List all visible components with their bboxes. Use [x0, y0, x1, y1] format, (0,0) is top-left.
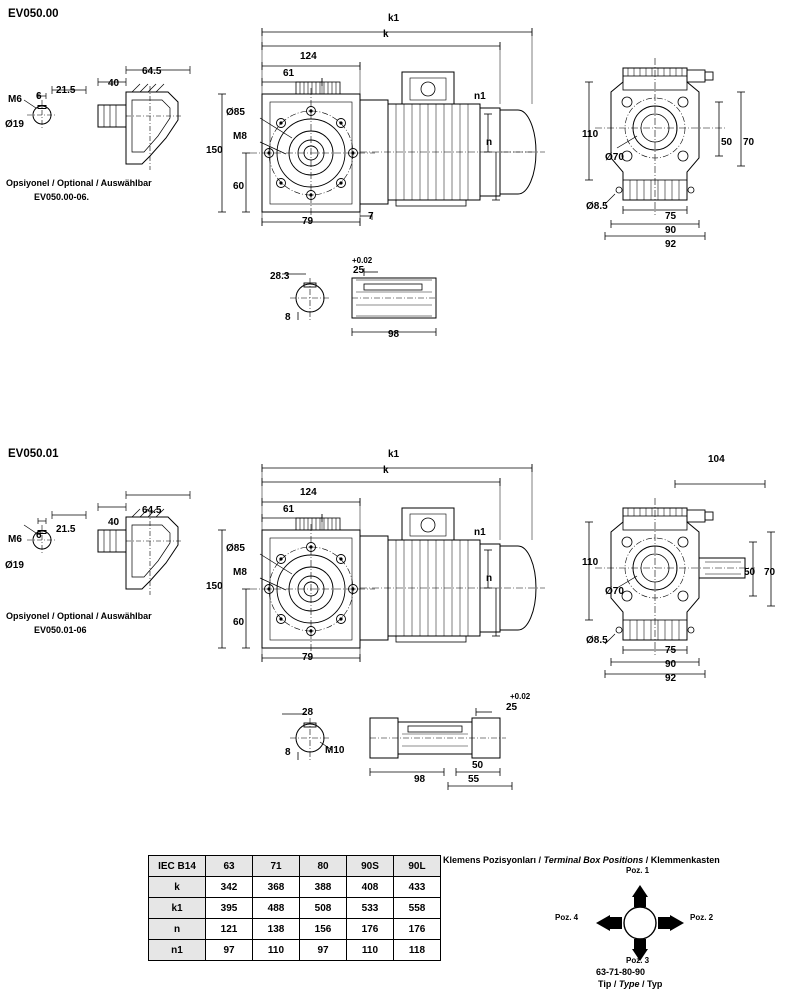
sep2: / [643, 855, 651, 865]
terminal-footer-label [598, 979, 662, 989]
terminal-pos4-label: Poz. 4 [555, 913, 579, 922]
terminal-heading-tr: Klemens Pozisyonları [443, 855, 537, 865]
optional-detail-ev050-01 [0, 485, 210, 625]
footer-type: Type [618, 979, 640, 989]
label-28-s2: 28 [302, 707, 314, 718]
label-110-s2: 110 [582, 557, 599, 568]
label-25-s1: 25 [353, 265, 365, 276]
label-61-s2: 61 [283, 504, 295, 515]
label-64-5-s2: 64.5 [142, 505, 162, 516]
th-1: 63 [206, 856, 253, 877]
label-d70-bore-s2: Ø70 [605, 586, 624, 597]
footer-typ: Typ [647, 979, 663, 989]
cell-n-63: 121 [206, 919, 253, 940]
label-60-s1: 60 [233, 181, 245, 192]
cell-k-90s: 408 [347, 877, 394, 898]
label-98-s2: 98 [414, 774, 426, 785]
label-110-s1: 110 [582, 129, 599, 140]
iec-b14-table [148, 855, 441, 961]
terminal-pos3-label: Poz. 3 [626, 956, 650, 965]
terminal-footer-types: 63-71-80-90 [596, 967, 646, 977]
th-5: 90L [394, 856, 441, 877]
label-n1-s2: n1 [474, 527, 486, 538]
label-60-s2: 60 [233, 617, 245, 628]
cell-k1-80: 508 [300, 898, 347, 919]
shaft-detail-ev050-00 [260, 250, 480, 350]
terminal-heading [443, 855, 720, 865]
optional-note-line1-s2: Opsiyonel / Optional / Auswählbar [6, 611, 152, 621]
footer-sep2: / [639, 979, 648, 989]
footer-sep1: / [611, 979, 619, 989]
label-tol-s1: +0.02 [352, 256, 373, 265]
optional-note-line2-s2: EV050.01-06 [34, 625, 87, 635]
label-92-s2: 92 [665, 673, 677, 684]
optional-note-text-s1: Opsiyonel / Optional / Auswählbar [6, 178, 152, 188]
label-k1-s1: k1 [388, 13, 400, 24]
th-4: 90S [347, 856, 394, 877]
label-50-s1: 50 [721, 137, 733, 148]
label-64-5-s1: 64.5 [142, 66, 162, 77]
label-40-s2: 40 [108, 517, 120, 528]
label-d85-s2: Ø85 [226, 543, 245, 554]
label-m6-s2: M6 [8, 534, 22, 545]
label-70-s2: 70 [764, 567, 776, 578]
label-21-5-s1: 21.5 [56, 85, 76, 96]
label-d19-s2: Ø19 [5, 560, 24, 571]
label-n-s1: n [486, 137, 493, 148]
cell-n-80: 156 [300, 919, 347, 940]
label-k-s1: k [383, 29, 389, 40]
label-k-s2: k [383, 465, 389, 476]
cell-n-90s: 176 [347, 919, 394, 940]
section-title-ev050-01: EV050.01 [8, 448, 59, 460]
terminal-heading-de: Klemmenkasten [650, 855, 720, 865]
label-50-s2: 50 [744, 567, 756, 578]
label-28-3-s1: 28.3 [270, 271, 290, 282]
th-2: 71 [253, 856, 300, 877]
footer-tip: Tip [598, 979, 612, 989]
cell-n1-80: 97 [300, 940, 347, 961]
row-label-k: k [149, 877, 206, 898]
label-50-shaft-s2: 50 [472, 760, 484, 771]
table-row [149, 898, 441, 919]
label-tol-s2: +0.02 [510, 692, 531, 701]
optional-note-line2-s1: EV050.00-06. [34, 192, 90, 202]
label-7-s1: 7 [368, 211, 374, 222]
label-d70-bore-s1: Ø70 [605, 152, 624, 163]
label-70-s1: 70 [743, 137, 755, 148]
row-label-k1: k1 [149, 898, 206, 919]
cell-k1-71: 488 [253, 898, 300, 919]
cell-n-90l: 176 [394, 919, 441, 940]
cell-k1-90s: 533 [347, 898, 394, 919]
optional-note-line1-s1 [6, 178, 152, 188]
main-assembly-ev050-01 [200, 450, 560, 680]
table-row [149, 940, 441, 961]
label-8-s1: 8 [285, 312, 291, 323]
th-3: 80 [300, 856, 347, 877]
cell-k-71: 368 [253, 877, 300, 898]
label-21-5-s2: 21.5 [56, 524, 76, 535]
label-d85-s1b: Ø8.5 [586, 201, 608, 212]
label-6-s2: 6 [36, 530, 42, 541]
label-40-s1: 40 [108, 78, 120, 89]
label-d85-s1: Ø85 [226, 107, 245, 118]
row-label-n1: n1 [149, 940, 206, 961]
cell-k1-63: 395 [206, 898, 253, 919]
label-79-s1: 79 [302, 216, 314, 227]
label-m8-s1: M8 [233, 131, 247, 142]
label-90-s2: 90 [665, 659, 677, 670]
label-75-s1: 75 [665, 211, 677, 222]
label-61-s1: 61 [283, 68, 295, 79]
label-6-s1: 6 [36, 91, 42, 102]
terminal-pos2-label: Poz. 2 [690, 913, 714, 922]
terminal-heading-en: Terminal Box Positions [543, 855, 644, 865]
label-k1-s2: k1 [388, 449, 400, 460]
label-90-s1: 90 [665, 225, 677, 236]
label-d19-s1: Ø19 [5, 119, 24, 130]
label-m10-s2: M10 [325, 745, 345, 756]
table-row [149, 919, 441, 940]
label-n1-s1: n1 [474, 91, 486, 102]
cell-n1-63: 97 [206, 940, 253, 961]
label-92-s1: 92 [665, 239, 677, 250]
label-m6-s1: M6 [8, 94, 22, 105]
cell-k1-90l: 558 [394, 898, 441, 919]
label-98-s1: 98 [388, 329, 400, 340]
label-25-s2: 25 [506, 702, 518, 713]
cell-k-80: 388 [300, 877, 347, 898]
table-row [149, 877, 441, 898]
row-label-n: n [149, 919, 206, 940]
cell-n-71: 138 [253, 919, 300, 940]
cell-k-90l: 433 [394, 877, 441, 898]
section-title-ev050-00: EV050.00 [8, 8, 59, 20]
iec-b14-table-wrap [148, 855, 441, 961]
label-124-s2: 124 [300, 487, 317, 498]
label-150-s1: 150 [206, 145, 223, 156]
cell-n1-90l: 118 [394, 940, 441, 961]
th-0: IEC B14 [149, 856, 206, 877]
label-55-shaft-s2: 55 [468, 774, 480, 785]
label-n-s2: n [486, 573, 493, 584]
main-assembly-ev050-00 [200, 14, 560, 244]
label-d85-s2b: Ø8.5 [586, 635, 608, 646]
label-124-s1: 124 [300, 51, 317, 62]
label-75-s2: 75 [665, 645, 677, 656]
label-104-s2: 104 [708, 454, 725, 465]
table-header-row [149, 856, 441, 877]
cell-n1-71: 110 [253, 940, 300, 961]
label-79-s2: 79 [302, 652, 314, 663]
label-150-s2: 150 [206, 581, 223, 592]
cell-n1-90s: 110 [347, 940, 394, 961]
label-8-s2: 8 [285, 747, 291, 758]
label-m8-s2: M8 [233, 567, 247, 578]
sep1: / [536, 855, 544, 865]
terminal-pos1-label: Poz. 1 [626, 866, 650, 875]
cell-k-63: 342 [206, 877, 253, 898]
